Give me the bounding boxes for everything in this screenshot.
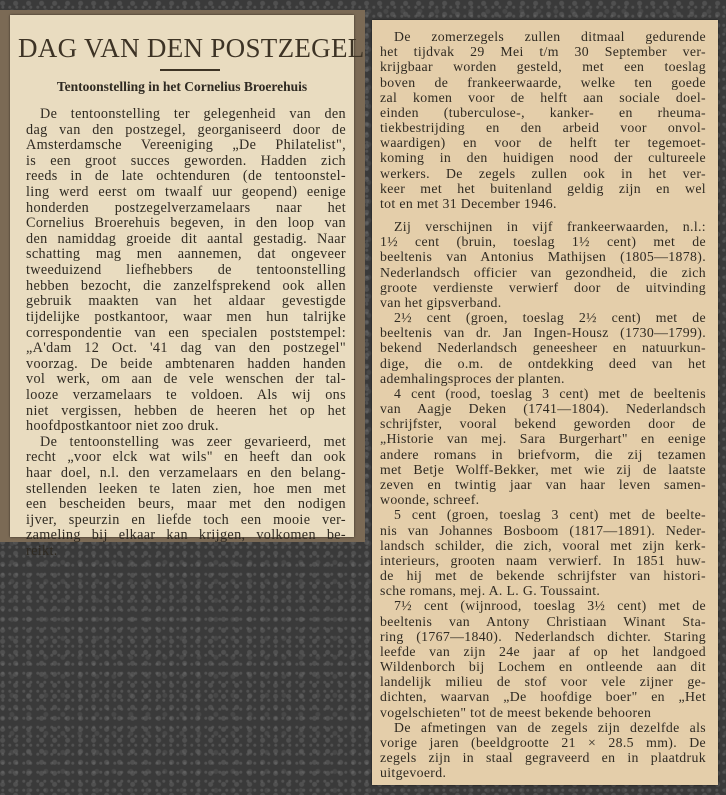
text-line: hebben bezocht, die zanzelfsprekend ook allen	[26, 278, 346, 294]
text-line: waardigen) en voor de helft ter tegemoet-	[380, 136, 706, 151]
text-line: tot en met 31 December 1946.	[380, 196, 557, 211]
text-line: vol werk, om aan de vele wenschen der tal-	[26, 372, 346, 388]
text-line: werkers. De zegels zullen ook in het ver-	[380, 166, 706, 181]
text-line: met Betje Wolff-Bekker, met wie zij de laatste	[380, 462, 706, 477]
text-line: 4 cent (rood, toeslag 3 cent) met de beeltenis	[394, 386, 706, 401]
text-line: reikt.	[26, 544, 58, 560]
text-line: is een groot succes geworden. Hadden zich	[26, 153, 346, 169]
text-line: ijver, speurzin en liefde toch een mooie ver-	[26, 512, 346, 528]
text-line: woonde, schreef.	[380, 493, 480, 508]
text-line: zal komen voor de helft aan sociale doel-	[380, 90, 706, 105]
text-line: dichten, waarvan „De hoofdige boer" en „Het	[380, 690, 706, 705]
text-line: niet vergissen, hebben de heeren het op het	[26, 403, 346, 419]
text-line: de hij met de bekende schrijfster van histori-	[380, 569, 706, 584]
text-line: nis van Johannes Bosboom (1817—1891). Neder-	[380, 523, 706, 538]
text-line: uitgevoerd.	[380, 766, 447, 781]
text-line: bekend Nederlandsch geneesheer en natuurkun-	[380, 341, 706, 356]
article-headline: DAG VAN DEN POSTZEGEL	[18, 33, 365, 63]
paragraph	[380, 721, 706, 782]
paragraph	[380, 30, 706, 212]
text-line: schrijfster, vooral bekend geworden door de	[380, 417, 706, 432]
text-line: den namiddag groeide dit aantal gestadig. Naar	[26, 231, 346, 247]
paragraph	[380, 508, 706, 599]
text-line: tijdelijke postkantoor, waar men hun talrijke	[26, 309, 346, 325]
text-line: landelijk milieu de stof voor vele zijner ge-	[380, 675, 706, 690]
text-line: andere romans in briefvorm, die zij tezamen	[380, 447, 706, 462]
text-line: Amsterdamsche Vereeniging „De Philatelist",	[26, 138, 346, 154]
text-line: hoofdpostkantoor niet zoo druk.	[26, 419, 219, 435]
article-body	[380, 30, 706, 781]
text-line: boven de frankeerwaarde, welke ten goede	[380, 75, 706, 90]
text-line: „A'dam 12 Oct. '41 dag van den postzegel"	[26, 341, 346, 357]
text-line: Cornelius Broerehuis begeven, in den loop van	[26, 216, 346, 232]
text-line: van het gipsverband.	[380, 295, 502, 310]
text-line: keer met het buitenland geldig zijn en wel	[380, 181, 706, 196]
text-line: schatting mag men aannemen, dat ongeveer	[26, 247, 346, 263]
text-line: Zij verschijnen in vijf frankeerwaarden, n.l.:	[394, 220, 706, 235]
article-subheading: Tentoonstelling in het Cornelius Broerehuis	[56, 79, 308, 94]
text-line: zegels zijn in staal gegraveerd en in plaatdruk	[380, 751, 706, 766]
text-line: 2½ cent (groen, toeslag 2½ cent) met de	[394, 311, 706, 326]
text-line: recht „voor elck wat wils" en heeft dan ook	[26, 450, 346, 466]
text-line: De tentoonstelling ter gelegenheid van den	[40, 107, 346, 122]
text-line: koming in den huidigen nood der cultureele	[380, 151, 706, 166]
text-line: interieurs, grooten naam verwierf. In 1851 huw-	[380, 553, 706, 568]
text-line: 5 cent (groen, toeslag 3 cent) met de beelte-	[394, 508, 706, 523]
text-line: beeltenis van Antony Christiaan Winant Sta-	[380, 614, 706, 629]
text-line: beeltenis van dr. Jan Ingen-Housz (1730—1799).	[380, 326, 706, 341]
text-line: Nederlandsch officier van gezondheid, die zich	[380, 265, 706, 280]
paragraph	[380, 311, 706, 387]
left-newspaper-clipping	[10, 15, 365, 560]
text-line: dige, die o.m. de ontdekking deed van het	[380, 356, 706, 371]
text-line: ring (1767—1840). Nederlandsch dichter. Staring	[380, 629, 706, 644]
text-line: haar doel, n.l. den verzamelaars en den belang-	[26, 466, 346, 482]
text-line: gebruik maakten van het aldaar gevestigde	[26, 294, 346, 310]
text-line: looze verzamelaars te voldoen. Als wij ons	[26, 387, 346, 403]
paragraph	[26, 107, 346, 435]
text-line: beeltenis van Antonius Mathijsen (1805—1878).	[380, 250, 706, 265]
text-line: landsch schilder, die zich, vooral met zijn kerk-	[380, 538, 706, 553]
text-line: ling werd eerst om twaalf uur geopend) eenige	[26, 185, 346, 201]
text-line: vorige jaren (beeldgrootte 21 × 28.5 mm). De	[380, 735, 706, 750]
right-newspaper-clipping	[372, 20, 718, 785]
text-line: zeven en twintig jaar van haar leven samen-	[380, 477, 706, 492]
text-line: van Aagje Deken (1741—1804). Nederlandsch	[380, 402, 706, 417]
article-body	[26, 107, 346, 560]
text-line: De afmetingen van de zegels zijn dezelfde als	[394, 720, 706, 735]
text-line: tweeduizend liefhebbers de tentoonstelling	[26, 263, 346, 279]
text-line: De zomerzegels zullen ditmaal gedurende	[394, 30, 706, 44]
text-line: stellenden leeken te laten zien, hoe men met	[26, 481, 346, 497]
text-line: tiekbestrijding en den arbeid voor onvol-	[380, 121, 706, 136]
text-line: „Historie van mej. Sara Burgerhart" en eenige	[380, 432, 706, 447]
text-line: 7½ cent (wijnrood, toeslag 3½ cent) met de	[394, 599, 706, 614]
text-line: 1½ cent (bruin, toeslag 1½ cent) met de	[380, 235, 706, 250]
text-line: Wildenborch bij Lochem en ontleende aan dit	[380, 660, 706, 675]
text-line: einden (tuberculose-, kanker- en rheuma-	[380, 105, 706, 120]
text-line: honderden postzegelverzamelaars naar het	[26, 200, 346, 216]
text-line: sche romans, mej. A. L. G. Toussaint.	[380, 584, 601, 599]
paragraph	[380, 599, 706, 720]
text-line: een bescheiden beurs, maar met den nodigen	[26, 497, 346, 513]
text-line: De tentoonstelling was zeer gevarieerd, met	[40, 434, 346, 450]
text-line: correspondentie van een specialen poststempel:	[26, 325, 346, 341]
text-line: voorzag. De beide ambtenaren hadden handen	[26, 356, 346, 372]
text-line: reeds in de late ochtenduren (de tentoonstel-	[26, 169, 346, 185]
text-line: ademhalingsproces der planten.	[380, 371, 565, 386]
text-line: dag van den postzegel, georganiseerd door de	[26, 122, 346, 138]
text-line: het tijdvak 29 Mei t/m 30 September ver-	[380, 45, 706, 60]
paragraph-gap	[380, 212, 706, 220]
text-line: groote verdienste verwierf door de uitvinding	[380, 280, 706, 295]
paragraph	[26, 435, 346, 560]
text-line: vogelschieten" tot de meest bekende behooren	[380, 705, 652, 720]
paragraph	[380, 220, 706, 311]
text-line: leefde van zijn 24e jaar af op het landgoed	[380, 644, 706, 659]
text-line: zameling bij elkaar kan krijgen, volkomen be-	[26, 528, 346, 544]
paragraph	[380, 387, 706, 508]
headline-divider	[160, 69, 220, 71]
text-line: krijgbaar worden gesteld, met een toeslag	[380, 60, 706, 75]
